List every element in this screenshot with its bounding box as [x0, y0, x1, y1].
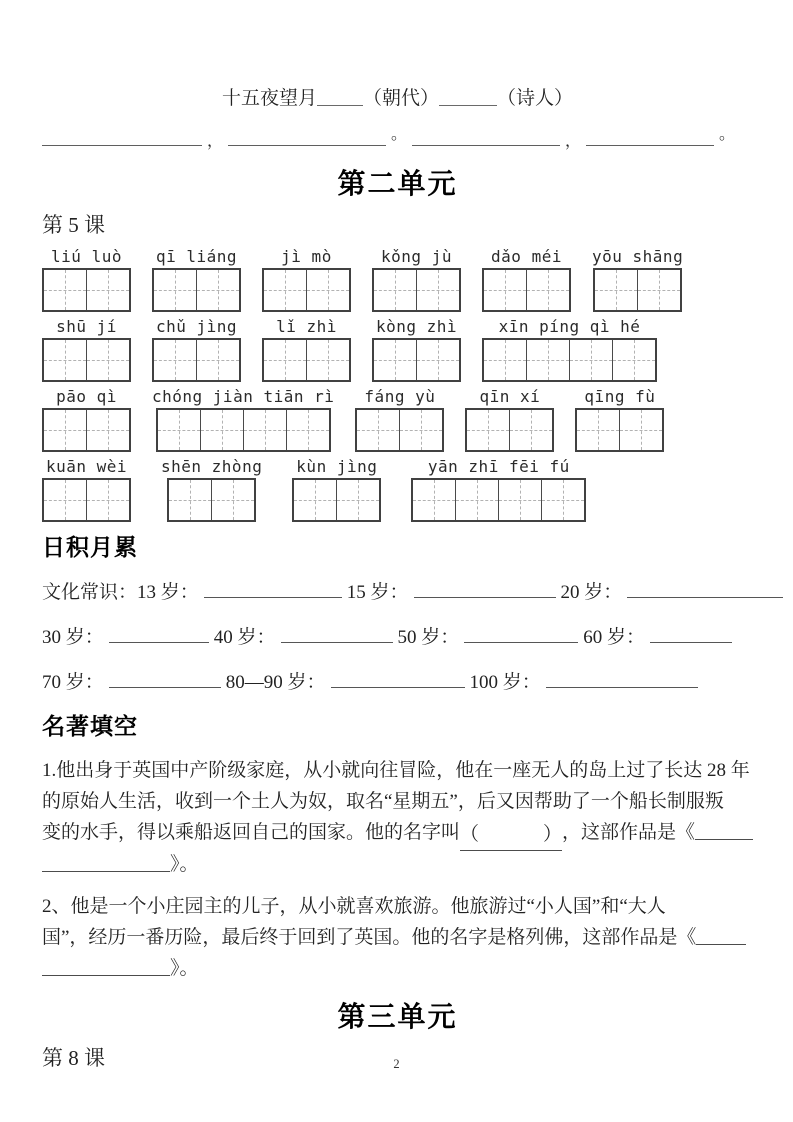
- pinyin-label: qīng fù: [584, 387, 656, 406]
- pinyin-label: shēn zhòng: [161, 457, 263, 476]
- answer-blank: [228, 129, 386, 146]
- answer-blank: [546, 668, 698, 688]
- age-label: 50 岁：: [397, 627, 460, 648]
- writing-cell: [87, 340, 129, 380]
- age-label: 40 岁：: [213, 627, 276, 648]
- pinyin-label: lǐ zhì: [276, 317, 337, 336]
- answer-blank: [42, 956, 170, 976]
- pinyin-row: [42, 247, 753, 312]
- pinyin-word-group: [411, 457, 586, 522]
- pinyin-word-group: [482, 317, 657, 382]
- writing-cell: [87, 410, 129, 450]
- writing-grid-group: [372, 268, 461, 312]
- writing-cell: [154, 270, 197, 310]
- pinyin-word-group: [42, 317, 131, 382]
- writing-cell: [374, 340, 417, 380]
- question-text: 》。: [170, 854, 199, 875]
- writing-grid-group: [575, 408, 664, 452]
- writing-cell: [307, 340, 349, 380]
- question-line: [42, 849, 753, 880]
- writing-cell: [44, 480, 87, 520]
- pinyin-word-group: [292, 457, 381, 522]
- writing-grid-group: [482, 338, 657, 382]
- writing-cell: [169, 480, 212, 520]
- age-label: 文化常识：13 岁：: [42, 582, 199, 603]
- answer-blank: [627, 578, 783, 598]
- writing-cell: [638, 270, 680, 310]
- question-block: [42, 891, 753, 984]
- writing-cell: [158, 410, 201, 450]
- pinyin-label: qīn xí: [479, 387, 541, 406]
- pinyin-label: shū jí: [56, 317, 117, 336]
- answer-blank: [331, 668, 465, 688]
- paren-close: ）: [543, 824, 563, 845]
- age-label: 15 岁：: [346, 582, 409, 603]
- writing-cell: [357, 410, 400, 450]
- culture-line: [42, 623, 753, 650]
- question-text: 变的水手，得以乘船返回自己的国家。他的名字叫: [42, 822, 461, 843]
- writing-grid-group: [152, 268, 241, 312]
- writing-grid-group: [262, 338, 351, 382]
- writing-cell: [510, 410, 552, 450]
- writing-cell: [542, 480, 584, 520]
- culture-line: [42, 668, 753, 695]
- writing-cell: [613, 340, 655, 380]
- question-text: 的原始人生活，收到一个土人为奴，取名“星期五”，后又因帮助了一个船长制服叛: [42, 791, 724, 812]
- pinyin-word-group: [42, 247, 131, 312]
- writing-grid-group: [42, 338, 131, 382]
- answer-blank: [412, 129, 560, 146]
- culture-knowledge-lines: [42, 578, 753, 695]
- pinyin-label: yōu shāng: [592, 247, 684, 266]
- pinyin-word-group: [372, 247, 461, 312]
- pinyin-label: qī liáng: [155, 247, 238, 266]
- pinyin-word-group: [42, 457, 131, 522]
- question-block: [42, 755, 753, 880]
- question-line: [42, 953, 753, 984]
- writing-cell: [197, 340, 239, 380]
- pinyin-label: kùn jìng: [296, 457, 378, 476]
- writing-cell: [527, 270, 569, 310]
- pinyin-word-group: [161, 457, 262, 522]
- verse-punct: ，: [207, 133, 224, 150]
- writing-grid-group: [262, 268, 351, 312]
- writing-grid-group: [292, 478, 381, 522]
- poem-title: 十五夜望月: [221, 88, 317, 109]
- paren-open: （: [460, 824, 480, 845]
- pinyin-word-group: [592, 247, 683, 312]
- paren-answer-blank: [460, 819, 562, 851]
- pinyin-word-group: [355, 387, 444, 452]
- writing-cell: [484, 270, 527, 310]
- answer-blank: [439, 86, 497, 106]
- pinyin-label: yān zhī fēi fú: [427, 457, 570, 476]
- pinyin-label: fáng yù: [364, 387, 436, 406]
- pinyin-word-group: [42, 387, 131, 452]
- writing-cell: [527, 340, 570, 380]
- poem-title-line: [42, 84, 753, 111]
- writing-cell: [417, 340, 459, 380]
- answer-blank: [695, 820, 753, 840]
- poet-label: （诗人）: [497, 88, 574, 109]
- writing-cell: [197, 270, 239, 310]
- answer-blank: [696, 925, 746, 945]
- writing-cell: [87, 270, 129, 310]
- writing-grid-group: [372, 338, 461, 382]
- writing-cell: [44, 340, 87, 380]
- answer-blank: [204, 578, 342, 598]
- writing-grid-group: [152, 338, 241, 382]
- writing-cell: [620, 410, 662, 450]
- unit2-title: 第二单元: [337, 168, 458, 199]
- pinyin-word-group: [262, 247, 351, 312]
- pinyin-label: liú luò: [51, 247, 122, 266]
- pinyin-label: dǎo méi: [491, 247, 562, 266]
- writing-grid-group: [42, 408, 131, 452]
- unit3-title: 第三单元: [337, 1001, 458, 1032]
- pinyin-label: kòng zhì: [375, 317, 458, 336]
- question-line: [42, 922, 753, 953]
- writing-grid-group: [167, 478, 256, 522]
- writing-cell: [154, 340, 197, 380]
- question-line: [42, 786, 753, 817]
- pinyin-label: chóng jiàn tiān rì: [152, 387, 335, 406]
- age-label: 60 岁：: [583, 627, 646, 648]
- pinyin-label: pāo qì: [56, 387, 117, 406]
- writing-grid-group: [465, 408, 554, 452]
- writing-cell: [337, 480, 379, 520]
- question-line: [42, 755, 753, 786]
- pinyin-row: [42, 457, 753, 522]
- age-label: 20 岁：: [560, 582, 623, 603]
- verse-punct: 。: [391, 126, 408, 143]
- question-text: ，这部作品是《: [562, 822, 696, 843]
- pinyin-label: kǒng jù: [381, 247, 452, 266]
- writing-cell: [212, 480, 254, 520]
- pinyin-word-group: [482, 247, 571, 312]
- age-label: 30 岁：: [42, 627, 104, 648]
- question-text: 国”，经历一番历险，最后终于回到了英国。他的名字是格列佛，这部作品是《: [42, 927, 697, 948]
- dynasty-label: （朝代）: [362, 88, 439, 109]
- writing-cell: [294, 480, 337, 520]
- pinyin-word-group: [372, 317, 461, 382]
- writing-cell: [570, 340, 613, 380]
- writing-cell: [87, 480, 129, 520]
- pinyin-word-group: [262, 317, 351, 382]
- verse-blanks-line: [42, 126, 753, 151]
- writing-cell: [44, 270, 87, 310]
- pinyin-word-group: [152, 317, 241, 382]
- answer-blank: [109, 668, 221, 688]
- pinyin-label: xīn píng qì hé: [498, 317, 641, 336]
- writing-cell: [413, 480, 456, 520]
- accumulation-heading: 日积月累: [42, 534, 138, 560]
- answer-blank: [464, 623, 578, 643]
- verse-punct: 。: [719, 126, 736, 143]
- pinyin-label: kuān wèi: [45, 457, 128, 476]
- pinyin-word-group: [152, 387, 334, 452]
- question-text: 2、他是一个小庄园主的儿子，从小就喜欢旅游。他旅游过“小人国”和“大人: [42, 896, 666, 917]
- answer-blank: [109, 623, 209, 643]
- writing-cell: [595, 270, 638, 310]
- writing-grid-group: [156, 408, 331, 452]
- fill-in-heading: 名著填空: [42, 713, 138, 739]
- famous-works-questions: [42, 755, 753, 984]
- question-text: 》。: [170, 958, 199, 979]
- answer-blank: [317, 86, 363, 106]
- writing-cell: [287, 410, 329, 450]
- writing-cell: [374, 270, 417, 310]
- writing-grid-group: [482, 268, 571, 312]
- pinyin-word-group: [152, 247, 241, 312]
- writing-cell: [400, 410, 442, 450]
- writing-grid-group: [42, 478, 131, 522]
- age-label: 80—90 岁：: [225, 672, 326, 693]
- writing-cell: [307, 270, 349, 310]
- pinyin-writing-grid: [42, 247, 753, 522]
- pinyin-row: [42, 387, 753, 452]
- writing-cell: [264, 340, 307, 380]
- pinyin-label: chǔ jìng: [155, 317, 238, 336]
- answer-blank: [586, 129, 714, 146]
- pinyin-word-group: [575, 387, 664, 452]
- writing-cell: [467, 410, 510, 450]
- age-label: 70 岁：: [42, 672, 104, 693]
- writing-cell: [499, 480, 542, 520]
- writing-grid-group: [593, 268, 682, 312]
- pinyin-label: jì mò: [281, 247, 332, 266]
- age-label: 100 岁：: [469, 672, 541, 693]
- pinyin-row: [42, 317, 753, 382]
- writing-cell: [201, 410, 244, 450]
- writing-cell: [484, 340, 527, 380]
- writing-grid-group: [355, 408, 444, 452]
- lesson-5-label: 第 5 课: [42, 213, 105, 237]
- writing-cell: [264, 270, 307, 310]
- writing-cell: [244, 410, 287, 450]
- verse-punct: ，: [565, 133, 582, 150]
- question-text: 1.他出身于英国中产阶级家庭，从小就向往冒险，他在一座无人的岛上过了长达 28 年: [42, 760, 750, 781]
- answer-blank: [414, 578, 556, 598]
- culture-line: [42, 578, 753, 605]
- answer-blank: [42, 852, 170, 872]
- writing-cell: [577, 410, 620, 450]
- writing-cell: [44, 410, 87, 450]
- writing-grid-group: [42, 268, 131, 312]
- answer-blank: [42, 129, 202, 146]
- page-number: 2: [393, 1057, 400, 1071]
- answer-blank: [281, 623, 393, 643]
- answer-blank: [650, 623, 732, 643]
- pinyin-word-group: [465, 387, 554, 452]
- question-line: [42, 817, 753, 849]
- lesson-8-label: 第 8 课: [42, 1046, 105, 1070]
- writing-grid-group: [411, 478, 586, 522]
- writing-cell: [456, 480, 499, 520]
- writing-cell: [417, 270, 459, 310]
- question-line: [42, 891, 753, 922]
